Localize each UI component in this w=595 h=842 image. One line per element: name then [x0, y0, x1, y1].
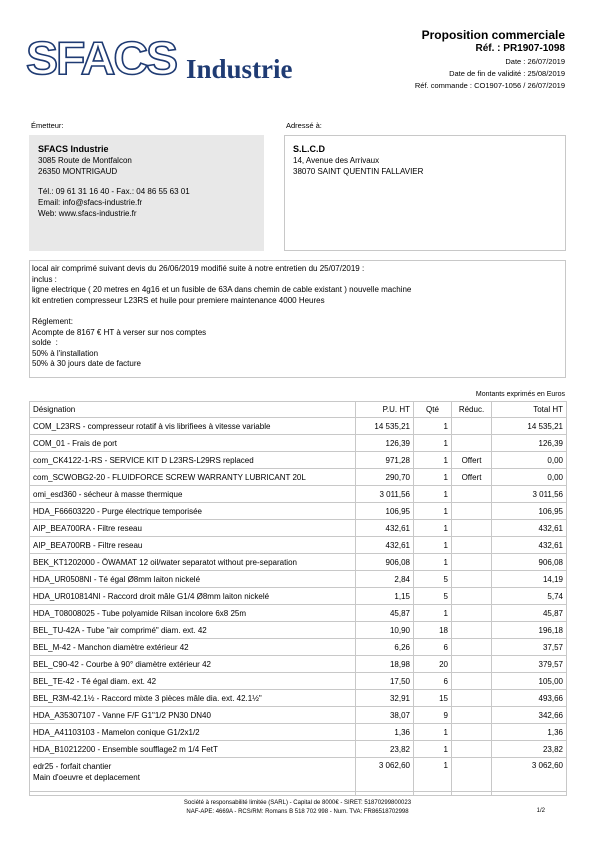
cell-unit-price: 1,15 — [356, 588, 414, 605]
cell-unit-price: 906,08 — [356, 554, 414, 571]
cell-unit-price: 17,50 — [356, 673, 414, 690]
issuer-block — [29, 135, 264, 251]
cell-discount — [452, 724, 492, 741]
cell-designation: omi_esd360 - sécheur à masse thermique — [30, 486, 356, 503]
cell-designation: BEK_KT1202000 - ÖWAMAT 12 oil/water separatot without pre-separation — [30, 554, 356, 571]
column-header-unit-price: P.U. HT — [356, 402, 414, 418]
cell-quantity: 15 — [414, 690, 452, 707]
cell-unit-price: 126,39 — [356, 435, 414, 452]
cell-unit-price: 45,87 — [356, 605, 414, 622]
cell-total: 432,61 — [492, 520, 567, 537]
cell-designation: BEL_M-42 - Manchon diamètre extérieur 42 — [30, 639, 356, 656]
cell-total: 0,00 — [492, 469, 567, 486]
cell-quantity: 1 — [414, 758, 452, 792]
table-row — [30, 639, 567, 656]
cell-unit-price: 1,36 — [356, 724, 414, 741]
cell-unit-price: 38,07 — [356, 707, 414, 724]
table-row — [30, 418, 567, 435]
cell-quantity: 1 — [414, 605, 452, 622]
cell-discount — [452, 435, 492, 452]
cell-discount: Offert — [452, 452, 492, 469]
issuer-address-line1: 3085 Route de Montfalcon — [38, 156, 132, 165]
cell-total: 106,95 — [492, 503, 567, 520]
cell-discount — [452, 656, 492, 673]
cell-discount — [452, 622, 492, 639]
cell-total: 342,66 — [492, 707, 567, 724]
designation-line: Main d'oeuvre et deplacement — [33, 773, 140, 782]
order-reference: Réf. commande : CO1907-1056 / 26/07/2019 — [414, 81, 565, 90]
table-header-row — [30, 402, 567, 418]
cell-total: 126,39 — [492, 435, 567, 452]
legal-footer — [0, 799, 595, 817]
designation-line: edr25 - forfait chantier — [33, 762, 112, 771]
cell-discount — [452, 605, 492, 622]
logo-mark: SFACS — [26, 32, 177, 84]
cell-designation: COM_01 - Frais de port — [30, 435, 356, 452]
cell-discount — [452, 418, 492, 435]
recipient-address-line1: 14, Avenue des Arrivaux — [293, 156, 380, 165]
cell-discount — [452, 520, 492, 537]
issuer-name: SFACS Industrie — [38, 144, 109, 154]
table-row — [30, 486, 567, 503]
note-line — [32, 306, 561, 317]
column-header-designation: Désignation — [30, 402, 356, 418]
cell-total: 379,57 — [492, 656, 567, 673]
cell-designation: HDA_A35307107 - Vanne F/F G1"1/2 PN30 DN40 — [30, 707, 356, 724]
cell-unit-price: 18,98 — [356, 656, 414, 673]
recipient-address-line2: 38070 SAINT QUENTIN FALLAVIER — [293, 167, 424, 176]
table-row — [30, 673, 567, 690]
table-row — [30, 622, 567, 639]
cell-designation: BEL_TU-42A - Tube "air comprimé" diam. ext. 42 — [30, 622, 356, 639]
cell-quantity: 5 — [414, 588, 452, 605]
cell-total: 493,66 — [492, 690, 567, 707]
document-header — [415, 28, 565, 92]
cell-unit-price: 432,61 — [356, 520, 414, 537]
cell-quantity: 1 — [414, 537, 452, 554]
table-row — [30, 537, 567, 554]
cell-designation: HDA_A41103103 - Mamelon conique G1/2x1/2 — [30, 724, 356, 741]
cell-designation: HDA_UR010814NI - Raccord droit mâle G1/4 Ø8mm laiton nickelé — [30, 588, 356, 605]
cell-total: 23,82 — [492, 741, 567, 758]
document-title: Proposition commerciale — [421, 28, 565, 42]
cell-total: 1,36 — [492, 724, 567, 741]
note-line: kit entretien compresseur L23RS et huile pour premiere maintenance 4000 Heures — [32, 295, 325, 305]
table-row — [30, 469, 567, 486]
cell-unit-price: 10,90 — [356, 622, 414, 639]
cell-quantity: 1 — [414, 452, 452, 469]
cell-discount — [452, 486, 492, 503]
cell-discount — [452, 673, 492, 690]
cell-quantity: 1 — [414, 554, 452, 571]
note-line: 50% à 30 jours date de facture — [32, 359, 141, 369]
cell-discount — [452, 707, 492, 724]
cell-unit-price: 432,61 — [356, 537, 414, 554]
cell-discount — [452, 639, 492, 656]
cell-unit-price: 23,82 — [356, 741, 414, 758]
table-row — [30, 724, 567, 741]
cell-quantity: 1 — [414, 520, 452, 537]
cell-unit-price: 32,91 — [356, 690, 414, 707]
cell-total: 105,00 — [492, 673, 567, 690]
cell-discount — [452, 571, 492, 588]
cell-quantity: 1 — [414, 418, 452, 435]
table-spacer-row — [30, 792, 567, 796]
cell-quantity: 6 — [414, 639, 452, 656]
cell-designation: COM_L23RS - compresseur rotatif à vis librifiees à vitesse variable — [30, 418, 356, 435]
cell-designation: HDA_T08008025 - Tube polyamide Rilsan incolore 6x8 25m — [30, 605, 356, 622]
cell-designation: BEL_C90-42 - Courbe à 90° diamètre extérieur 42 — [30, 656, 356, 673]
recipient-name: S.L.C.D — [293, 144, 326, 154]
column-header-discount: Réduc. — [452, 402, 492, 418]
table-row — [30, 503, 567, 520]
cell-total: 0,00 — [492, 452, 567, 469]
cell-unit-price: 971,28 — [356, 452, 414, 469]
table-row — [30, 435, 567, 452]
table-row — [30, 571, 567, 588]
table-row — [30, 520, 567, 537]
cell-discount — [452, 758, 492, 792]
company-logo — [26, 30, 326, 90]
cell-quantity: 1 — [414, 435, 452, 452]
cell-discount — [452, 537, 492, 554]
cell-total: 432,61 — [492, 537, 567, 554]
cell-designation: AIP_BEA700RA - Filtre reseau — [30, 520, 356, 537]
cell-quantity: 18 — [414, 622, 452, 639]
cell-unit-price: 3 062,60 — [356, 758, 414, 792]
cell-discount — [452, 588, 492, 605]
cell-quantity: 20 — [414, 656, 452, 673]
cell-quantity: 1 — [414, 469, 452, 486]
cell-total: 3 011,56 — [492, 486, 567, 503]
cell-designation: HDA_UR0508NI - Té égal Ø8mm laiton nickelé — [30, 571, 356, 588]
cell-unit-price: 6,26 — [356, 639, 414, 656]
issuer-website: Web: www.sfacs-industrie.fr — [38, 209, 137, 218]
cell-designation — [30, 758, 356, 792]
cell-total: 196,18 — [492, 622, 567, 639]
cell-quantity: 1 — [414, 503, 452, 520]
table-row — [30, 690, 567, 707]
cell-total: 3 062,60 — [492, 758, 567, 792]
note-line: Réglement: — [32, 316, 73, 326]
cell-total: 5,74 — [492, 588, 567, 605]
table-body — [30, 418, 567, 796]
cell-designation: BEL_TE-42 - Té égal diam. ext. 42 — [30, 673, 356, 690]
cell-designation: com_SCWOBG2-20 - FLUIDFORCE SCREW WARRANTY LUBRICANT 20L — [30, 469, 356, 486]
note-line: solde : — [32, 338, 58, 348]
note-line: inclus : — [32, 274, 57, 284]
cell-discount — [452, 690, 492, 707]
column-header-quantity: Qté — [414, 402, 452, 418]
cell-quantity: 5 — [414, 571, 452, 588]
table-row — [30, 741, 567, 758]
currency-note: Montants exprimés en Euros — [475, 391, 565, 398]
cell-total: 14,19 — [492, 571, 567, 588]
items-table — [29, 401, 567, 796]
cell-total: 37,57 — [492, 639, 567, 656]
document-date: Date : 26/07/2019 — [505, 57, 565, 66]
cell-quantity: 9 — [414, 707, 452, 724]
issuer-phone: Tél.: 09 61 31 16 40 - Fax.: 04 86 55 63 01 — [38, 187, 190, 196]
note-line: local air comprimé suivant devis du 26/06/2019 modifié suite à notre entretien du 25/07/2019 : — [32, 264, 365, 273]
cell-designation: HDA_F66603220 - Purge électrique temporisée — [30, 503, 356, 520]
footer-line1: Société à responsabilité limitée (SARL) - Capital de 8000€ - SIRET: 51870299800023 — [183, 800, 412, 806]
note-line: Acompte de 8167 € HT à verser sur nos comptes — [32, 327, 207, 337]
cell-unit-price: 2,84 — [356, 571, 414, 588]
cell-unit-price: 14 535,21 — [356, 418, 414, 435]
table-row — [30, 588, 567, 605]
proposal-notes — [29, 260, 566, 378]
document-reference: Réf. : PR1907-1098 — [475, 43, 565, 54]
issuer-email: Email: info@sfacs-industrie.fr — [38, 198, 143, 207]
cell-quantity: 1 — [414, 486, 452, 503]
logo-word: Industrie — [186, 54, 293, 84]
cell-unit-price: 290,70 — [356, 469, 414, 486]
cell-designation: BEL_R3M-42.1½ - Raccord mixte 3 pièces mâle dia. ext. 42.1½" — [30, 690, 356, 707]
cell-quantity: 1 — [414, 741, 452, 758]
cell-discount — [452, 554, 492, 571]
note-line: ligne electrique ( 20 metres en 4g16 et un fusible de 63A dans chemin de cable existant ) nouvelle machine — [32, 285, 412, 295]
column-header-total: Total HT — [492, 402, 567, 418]
table-row — [30, 452, 567, 469]
recipient-block — [284, 135, 566, 251]
page-number: 1/2 — [536, 808, 545, 814]
cell-discount — [452, 741, 492, 758]
table-row — [30, 707, 567, 724]
cell-total: 906,08 — [492, 554, 567, 571]
cell-quantity: 1 — [414, 724, 452, 741]
note-line: 50% à l'installation — [32, 348, 99, 358]
table-row — [30, 656, 567, 673]
cell-quantity: 6 — [414, 673, 452, 690]
footer-line2: NAF-APE: 4669A - RCS/RM: Romans B 518 702 998 - Num. TVA: FR86518702998 — [186, 809, 409, 815]
cell-total: 14 535,21 — [492, 418, 567, 435]
cell-unit-price: 3 011,56 — [356, 486, 414, 503]
issuer-label: Émetteur: — [31, 121, 64, 130]
cell-designation: AIP_BEA700RB - Filtre reseau — [30, 537, 356, 554]
table-row — [30, 554, 567, 571]
cell-unit-price: 106,95 — [356, 503, 414, 520]
cell-designation: HDA_B10212200 - Ensemble soufflage2 m 1/4 FetT — [30, 741, 356, 758]
table-row — [30, 605, 567, 622]
recipient-label: Adressé à: — [286, 121, 322, 130]
cell-discount — [452, 503, 492, 520]
table-row — [30, 758, 567, 792]
cell-total: 45,87 — [492, 605, 567, 622]
validity-date: Date de fin de validité : 25/08/2019 — [449, 69, 565, 78]
cell-designation: com_CK4122-1-RS - SERVICE KIT D L23RS-L29RS replaced — [30, 452, 356, 469]
issuer-address-line2: 26350 MONTRIGAUD — [38, 167, 118, 176]
cell-discount: Offert — [452, 469, 492, 486]
